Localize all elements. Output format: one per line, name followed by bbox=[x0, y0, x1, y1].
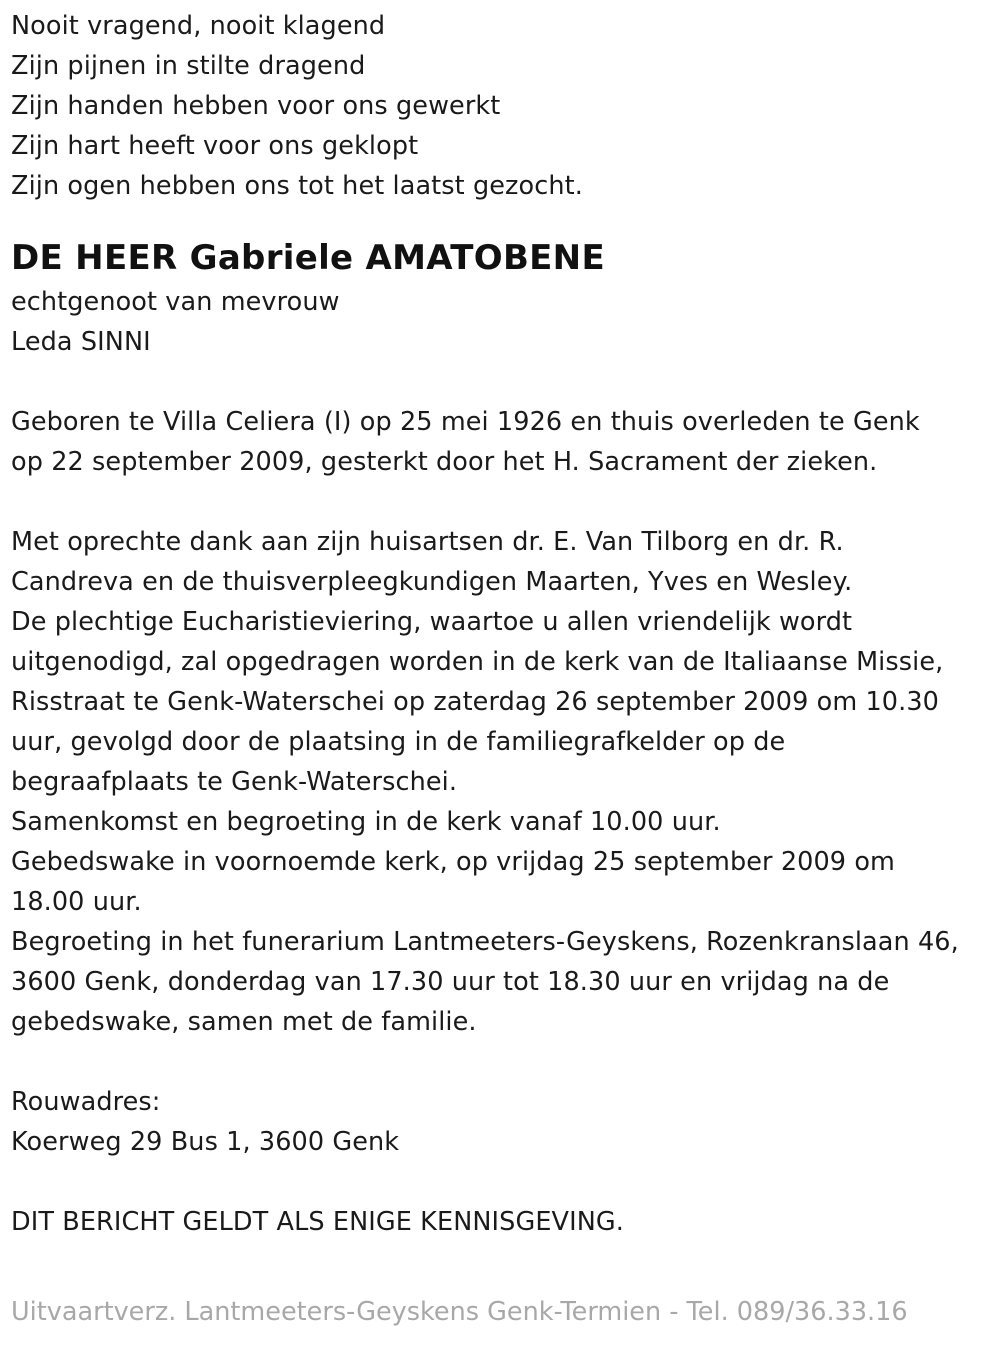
poem-line: Zijn hart heeft voor ons geklopt bbox=[11, 131, 419, 161]
poem-line: Zijn ogen hebben ons tot het laatst gezocht. bbox=[11, 171, 583, 201]
paragraph-line: 3600 Genk, donderdag van 17.30 uur tot 18.30 uur en vrijdag na de bbox=[11, 967, 890, 997]
paragraph-line: Candreva en de thuisverpleegkundigen Maarten, Yves en Wesley. bbox=[11, 567, 853, 597]
paragraph-line: Gebedswake in voornoemde kerk, op vrijdag 25 september 2009 om bbox=[11, 847, 895, 877]
paragraph-line: Geboren te Villa Celiera (I) op 25 mei 1926 en thuis overleden te Genk bbox=[11, 407, 920, 437]
spacer bbox=[11, 1042, 996, 1082]
poem bbox=[11, 6, 996, 206]
paragraph-line: op 22 september 2009, gesterkt door het H. Sacrament der zieken. bbox=[11, 447, 878, 477]
ceremony-paragraph bbox=[11, 522, 996, 1042]
poem-line: Zijn pijnen in stilte dragend bbox=[11, 51, 366, 81]
paragraph-line: uitgenodigd, zal opgedragen worden in de kerk van de Italiaanse Missie, bbox=[11, 647, 944, 677]
poem-line: Nooit vragend, nooit klagend bbox=[11, 11, 386, 41]
poem-line: Zijn handen hebben voor ons gewerkt bbox=[11, 91, 501, 121]
paragraph-line: 18.00 uur. bbox=[11, 887, 142, 917]
paragraph-line: uur, gevolgd door de plaatsing in de familiegrafkelder op de bbox=[11, 727, 786, 757]
paragraph-line: Samenkomst en begroeting in de kerk vanaf 10.00 uur. bbox=[11, 807, 721, 837]
obituary-notice bbox=[11, 6, 996, 1242]
paragraph-line: Met oprechte dank aan zijn huisartsen dr. E. Van Tilborg en dr. R. bbox=[11, 527, 844, 557]
funeral-home-footer: Uitvaartverz. Lantmeeters-Geyskens Genk-Termien - Tel. 089/36.33.16 bbox=[11, 1297, 908, 1327]
paragraph-line: Risstraat te Genk-Waterschei op zaterdag 26 september 2009 om 10.30 bbox=[11, 687, 939, 717]
deceased-name: DE HEER Gabriele AMATOBENE bbox=[11, 238, 605, 278]
relation-line: echtgenoot van mevrouw bbox=[11, 287, 340, 317]
mourning-address bbox=[11, 1082, 996, 1162]
spouse-name: Leda SINNI bbox=[11, 327, 151, 357]
paragraph-line: De plechtige Eucharistieviering, waartoe u allen vriendelijk wordt bbox=[11, 607, 853, 637]
address-label: Rouwadres: bbox=[11, 1087, 161, 1117]
address-value: Koerweg 29 Bus 1, 3600 Genk bbox=[11, 1127, 400, 1157]
spacer bbox=[11, 362, 996, 402]
spouse-relation bbox=[11, 282, 996, 362]
spacer bbox=[11, 1162, 996, 1202]
notice-statement: DIT BERICHT GELDT ALS ENIGE KENNISGEVING. bbox=[11, 1207, 624, 1237]
birth-death-paragraph bbox=[11, 402, 996, 482]
paragraph-line: Begroeting in het funerarium Lantmeeters-Geyskens, Rozenkranslaan 46, bbox=[11, 927, 959, 957]
paragraph-line: gebedswake, samen met de familie. bbox=[11, 1007, 477, 1037]
paragraph-line: begraafplaats te Genk-Waterschei. bbox=[11, 767, 458, 797]
spacer bbox=[11, 482, 996, 522]
